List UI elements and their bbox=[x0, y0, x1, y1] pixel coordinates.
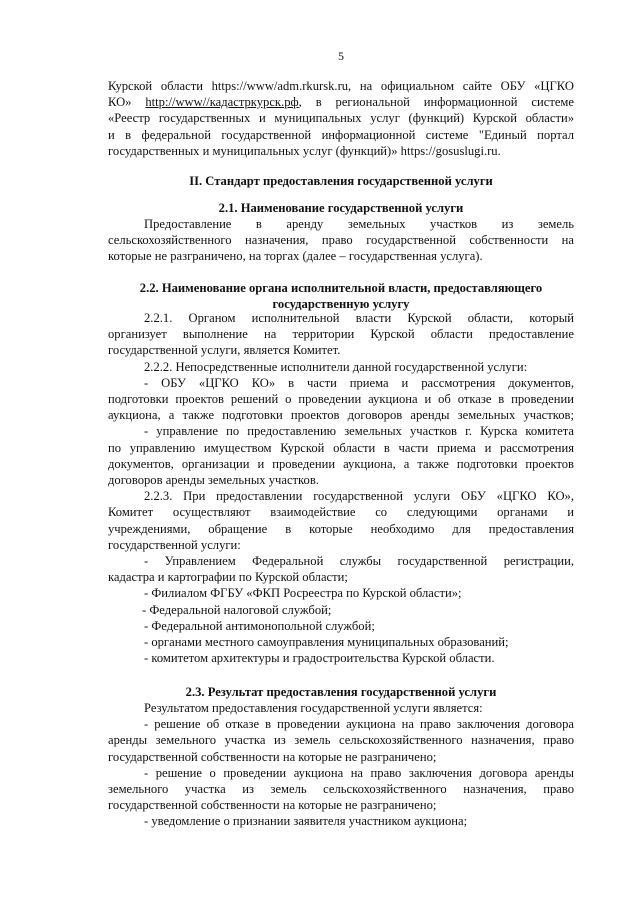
s22-p1-line-3: государственной услуги, является Комитет. bbox=[108, 343, 341, 358]
s22-bullet-6: - комитетом архитектуры и градостроительства Курской области. bbox=[144, 651, 495, 666]
s22-p3-line-2: подготовки проектов решений о проведении аукциона и об отказе в проведении bbox=[108, 392, 574, 407]
s22-bullet-3: - Федеральной налоговой службой; bbox=[142, 602, 332, 617]
s23-r1-line-1: - решение об отказе в проведении аукциона на право заключения договора bbox=[144, 717, 574, 732]
s22-title-line-2: государственную услугу bbox=[272, 297, 410, 312]
section-2-2-title bbox=[108, 280, 574, 312]
s21-line-2: сельскохозяйственного назначения, право государственной собственности на bbox=[108, 233, 574, 248]
section-2-3-body bbox=[108, 700, 574, 830]
section-2-title: II. Стандарт предоставления государственной услуги bbox=[189, 174, 493, 188]
s22-p3-line-1: - ОБУ «ЦГКО КО» в части приема и рассмотрения документов, bbox=[144, 375, 574, 390]
intro-line-1: Курской области https://www/adm.rkursk.ru, на официальном сайте ОБУ «ЦГКО bbox=[108, 79, 574, 93]
s22-p1-line-2: организует выполнение на территории Курской области предоставление bbox=[108, 327, 574, 342]
intro-line-2-start: КО» bbox=[108, 95, 132, 110]
s23-p1: Результатом предоставления государственной услуги является: bbox=[144, 701, 483, 715]
s23-r1-line-2: аренды земельного участка из земель сельскохозяйственного назначения, право bbox=[108, 733, 574, 748]
s23-r3: - уведомление о признании заявителя участником аукциона; bbox=[144, 814, 468, 829]
s22-p3-line-3: аукциона, а также подготовки проектов договоров аренды земельных участков; bbox=[108, 408, 574, 423]
section-2-3-title: 2.3. Результат предоставления государственной услуги bbox=[185, 685, 497, 699]
s23-r2-line-3: государственной собственности на которые не разграничено; bbox=[108, 798, 437, 813]
intro-line-4: и в федеральной государственной информационной системе "Единый портал bbox=[108, 127, 574, 142]
intro-line-2-end: , в региональной информационной системе bbox=[298, 95, 574, 110]
s23-r2-line-2: земельного участка из земель сельскохозяйственного назначения, право bbox=[108, 782, 574, 797]
section-2-1-paragraph bbox=[108, 216, 574, 265]
s22-bullet-2: - Филиалом ФГБУ «ФКП Росреестра по Курской области»; bbox=[144, 586, 462, 601]
s23-r1-line-3: государственной собственности на которые не разграничено; bbox=[108, 749, 437, 764]
intro-line-5: государственных и муниципальных услуг (функций)» https://gosuslugi.ru. bbox=[108, 143, 501, 158]
s22-p4-line-1: - управление по предоставлению земельных участков г. Курска комитета bbox=[144, 424, 574, 439]
s22-p5-line-2: Комитет осуществляют взаимодействие со следующими органами и bbox=[108, 505, 574, 520]
s22-title-line-1: 2.2. Наименование органа исполнительной власти, предоставляющего bbox=[139, 281, 543, 295]
s22-p1-line-1: 2.2.1. Органом исполнительной власти Курской области, который bbox=[144, 311, 574, 325]
intro-paragraph bbox=[108, 78, 574, 159]
s22-p5-line-1: 2.2.3. При предоставлении государственной услуги ОБУ «ЦГКО КО», bbox=[144, 489, 574, 504]
s23-r2-line-1: - решение о проведении аукциона на право заключения договора аренды bbox=[144, 765, 574, 780]
s22-bullet-1-line-1: - Управлением Федеральной службы государственной регистрации, bbox=[144, 554, 574, 569]
intro-line-3: «Реестр государственных и муниципальных услуг (функций) Курской области» bbox=[108, 111, 574, 126]
section-2-1-title: 2.1. Наименование государственной услуги bbox=[218, 201, 464, 215]
s22-bullet-4: - Федеральной антимонопольной службой; bbox=[144, 618, 375, 633]
s21-line-3: которые не разграничено, на торгах (далее – государственная услуга). bbox=[108, 249, 483, 264]
s21-line-1: Предоставление в аренду земельных участков из земель bbox=[144, 217, 574, 231]
page-number: 5 bbox=[338, 49, 344, 63]
s22-bullet-5: - органами местного самоуправления муниципальных образований; bbox=[144, 635, 509, 650]
s22-p5-line-3: учреждениями, обращение в которые необходимо для предоставления bbox=[108, 521, 574, 536]
s22-bullet-1-line-2: кадастра и картографии по Курской области; bbox=[108, 570, 348, 585]
intro-line-2 bbox=[108, 94, 574, 110]
section-2-2-body bbox=[108, 310, 574, 666]
s22-p4-line-4: договоров аренды земельных участков. bbox=[108, 473, 319, 488]
s22-p2: 2.2.2. Непосредственные исполнители данной государственной услуги: bbox=[144, 359, 528, 374]
s22-p4-line-2: по управлению имуществом Курской области в части приема и рассмотрения bbox=[108, 440, 574, 455]
s22-p5-line-4: государственной услуги: bbox=[108, 537, 241, 552]
cadastre-link[interactable]: http://www//кадастркурск.рф bbox=[145, 95, 299, 110]
s22-p4-line-3: документов, организации и проведении аукциона, а также подготовки проектов bbox=[108, 456, 574, 471]
